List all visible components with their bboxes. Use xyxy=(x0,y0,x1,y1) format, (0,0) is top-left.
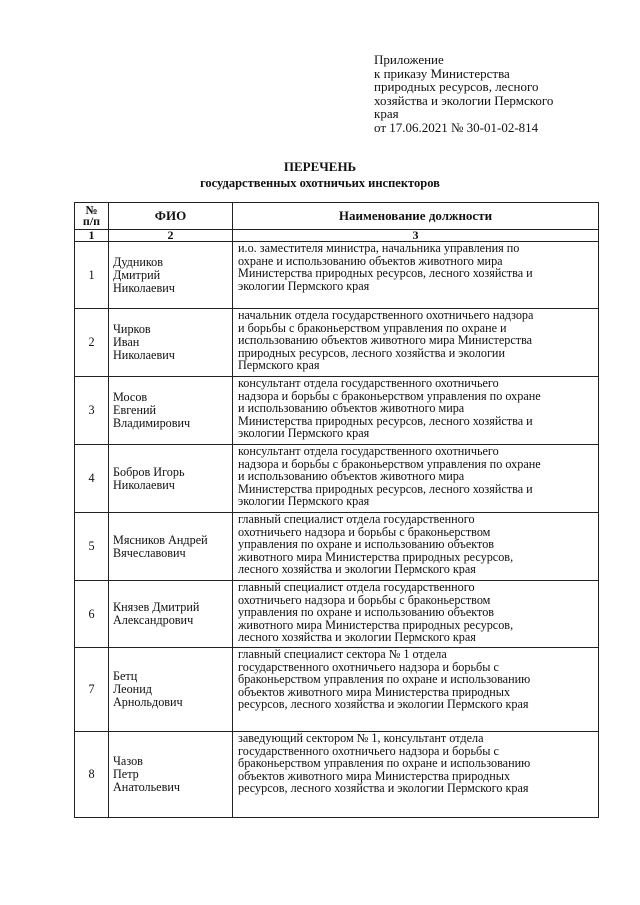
table-row xyxy=(75,581,599,648)
position-line: лесного хозяйства и экологии Пермского края xyxy=(238,562,476,577)
person-name-cell xyxy=(109,581,233,648)
column-number: 2 xyxy=(109,230,233,242)
position-line: браконьерством управления по охране и использованию xyxy=(238,672,531,687)
person-name-cell xyxy=(109,242,233,309)
person-name-line: Бобров Игорь xyxy=(113,464,185,479)
document-title xyxy=(0,159,640,191)
table-row xyxy=(75,309,599,377)
table-row xyxy=(75,377,599,445)
appendix-line: края xyxy=(374,106,399,121)
position-line: и.о. заместителя министра, начальника управления по xyxy=(238,241,520,255)
person-name-cell xyxy=(109,377,233,445)
position-line: главный специалист сектора № 1 отдела xyxy=(238,647,447,661)
position-line: природных ресурсов, лесного хозяйства и экологии xyxy=(238,345,505,360)
position-line: объектов животного мира Министерства природных xyxy=(238,768,511,783)
person-name-cell xyxy=(109,648,233,732)
position-line: государственного охотничьего надзора и борьбы с xyxy=(238,743,499,758)
row-number: 1 xyxy=(75,242,109,309)
person-name-line: Евгений xyxy=(113,403,157,417)
position-line: консультант отдела государственного охотничьего xyxy=(238,376,499,390)
position-line: и использованию объектов животного мира xyxy=(238,469,465,484)
position-cell xyxy=(233,445,599,513)
person-name-line: Бетц xyxy=(113,669,138,683)
header-number-line2: п/п xyxy=(82,214,101,228)
column-number: 3 xyxy=(233,230,599,242)
person-name-line: Вячеславович xyxy=(113,545,186,560)
person-name-line: Иван xyxy=(113,335,140,349)
person-name-line: Мосов xyxy=(113,390,148,404)
person-name-line: Анатольевич xyxy=(113,780,180,794)
column-number: 1 xyxy=(75,230,109,242)
column-number-row xyxy=(75,230,599,242)
person-name-cell xyxy=(109,445,233,513)
appendix-line: хозяйства и экологии Пермского xyxy=(374,92,554,108)
row-number: 8 xyxy=(75,732,109,818)
title-main: ПЕРЕЧЕНЬ xyxy=(283,159,357,174)
appendix-line: Приложение xyxy=(374,52,444,67)
position-cell xyxy=(233,309,599,377)
person-name-line: Чазов xyxy=(113,754,143,768)
appendix-line: природных ресурсов, лесного xyxy=(374,79,539,94)
person-name-cell xyxy=(109,732,233,818)
position-line: и борьбы с браконьерством управления по охране и xyxy=(238,320,507,335)
position-line: охотничьего надзора и борьбы с браконьерством xyxy=(238,592,491,607)
position-line: Министерства природных ресурсов, лесного хозяйства и xyxy=(238,481,533,496)
person-name-line: Николаевич xyxy=(113,280,175,295)
position-cell xyxy=(233,377,599,445)
position-line: заведующий сектором № 1, консультант отдела xyxy=(238,731,484,745)
table-row xyxy=(75,445,599,513)
position-line: охране и использованию объектов животного мира xyxy=(238,253,503,268)
position-line: государственного охотничьего надзора и борьбы с xyxy=(238,659,499,674)
row-number: 6 xyxy=(75,581,109,648)
person-name-line: Чирков xyxy=(113,322,151,336)
position-line: объектов животного мира Министерства природных xyxy=(238,684,511,699)
row-number: 5 xyxy=(75,513,109,581)
position-line: Министерства природных ресурсов, лесного хозяйства и xyxy=(238,266,533,281)
person-name-line: Арнольдович xyxy=(113,695,183,709)
position-line: животного мира Министерства природных ресурсов, xyxy=(238,549,514,564)
position-line: главный специалист отдела государственного xyxy=(238,580,475,594)
table-row xyxy=(75,732,599,818)
position-line: браконьерством управления по охране и использованию xyxy=(238,756,531,771)
position-line: главный специалист отдела государственного xyxy=(238,512,475,526)
position-cell xyxy=(233,513,599,581)
person-name-line: Владимирович xyxy=(113,416,191,430)
person-name-line: Мясников Андрей xyxy=(113,532,208,547)
position-line: экологии Пермского края xyxy=(238,278,370,293)
person-name-line: Князев Дмитрий xyxy=(113,600,200,614)
title-subtitle: государственных охотничьих инспекторов xyxy=(200,176,440,190)
position-line: надзора и борьбы с браконьерством управления по охране xyxy=(238,388,541,403)
person-name-line: Петр xyxy=(113,767,139,781)
position-line: Пермского края xyxy=(238,358,320,373)
row-number: 2 xyxy=(75,309,109,377)
position-line: надзора и борьбы с браконьерством управления по охране xyxy=(238,456,541,471)
position-line: управления по охране и использованию объектов xyxy=(238,605,495,620)
position-line: ресурсов, лесного хозяйства и экологии Пермского края xyxy=(238,781,529,796)
position-line: экологии Пермского края xyxy=(238,426,370,441)
table-body xyxy=(75,242,599,818)
person-name-line: Николаевич xyxy=(113,477,175,492)
position-line: начальник отдела государственного охотничьего надзора xyxy=(238,308,534,322)
person-name-cell xyxy=(109,513,233,581)
table-row xyxy=(75,242,599,309)
inspectors-table xyxy=(74,202,599,818)
position-line: использованию объектов животного мира Министерства xyxy=(238,333,533,348)
table-row xyxy=(75,648,599,732)
person-name-line: Александрович xyxy=(113,613,194,627)
position-line: ресурсов, лесного хозяйства и экологии Пермского края xyxy=(238,697,529,712)
appendix-line: от 17.06.2021 № 30-01-02-814 xyxy=(374,119,539,135)
person-name-line: Дудников xyxy=(113,254,164,269)
table-row xyxy=(75,513,599,581)
position-cell xyxy=(233,242,599,309)
person-name-line: Дмитрий xyxy=(113,267,161,282)
appendix-block xyxy=(374,53,614,134)
header-number xyxy=(75,203,109,230)
person-name-cell xyxy=(109,309,233,377)
position-line: охотничьего надзора и борьбы с браконьерством xyxy=(238,524,491,539)
position-line: и использованию объектов животного мира xyxy=(238,401,465,416)
row-number: 4 xyxy=(75,445,109,513)
position-line: экологии Пермского края xyxy=(238,494,370,509)
position-cell xyxy=(233,581,599,648)
table-header-row xyxy=(75,203,599,230)
position-cell xyxy=(233,732,599,818)
row-number: 7 xyxy=(75,648,109,732)
position-line: лесного хозяйства и экологии Пермского края xyxy=(238,630,476,645)
header-position: Наименование должности xyxy=(233,203,599,230)
header-fio: ФИО xyxy=(109,203,233,230)
person-name-line: Николаевич xyxy=(113,348,175,362)
position-line: консультант отдела государственного охотничьего xyxy=(238,444,499,458)
person-name-line: Леонид xyxy=(113,682,152,696)
position-line: управления по охране и использованию объектов xyxy=(238,537,495,552)
header-number-line1: № xyxy=(85,203,98,217)
row-number: 3 xyxy=(75,377,109,445)
position-line: животного мира Министерства природных ресурсов, xyxy=(238,617,514,632)
position-line: Министерства природных ресурсов, лесного хозяйства и xyxy=(238,413,533,428)
appendix-line: к приказу Министерства xyxy=(374,65,510,81)
position-cell xyxy=(233,648,599,732)
